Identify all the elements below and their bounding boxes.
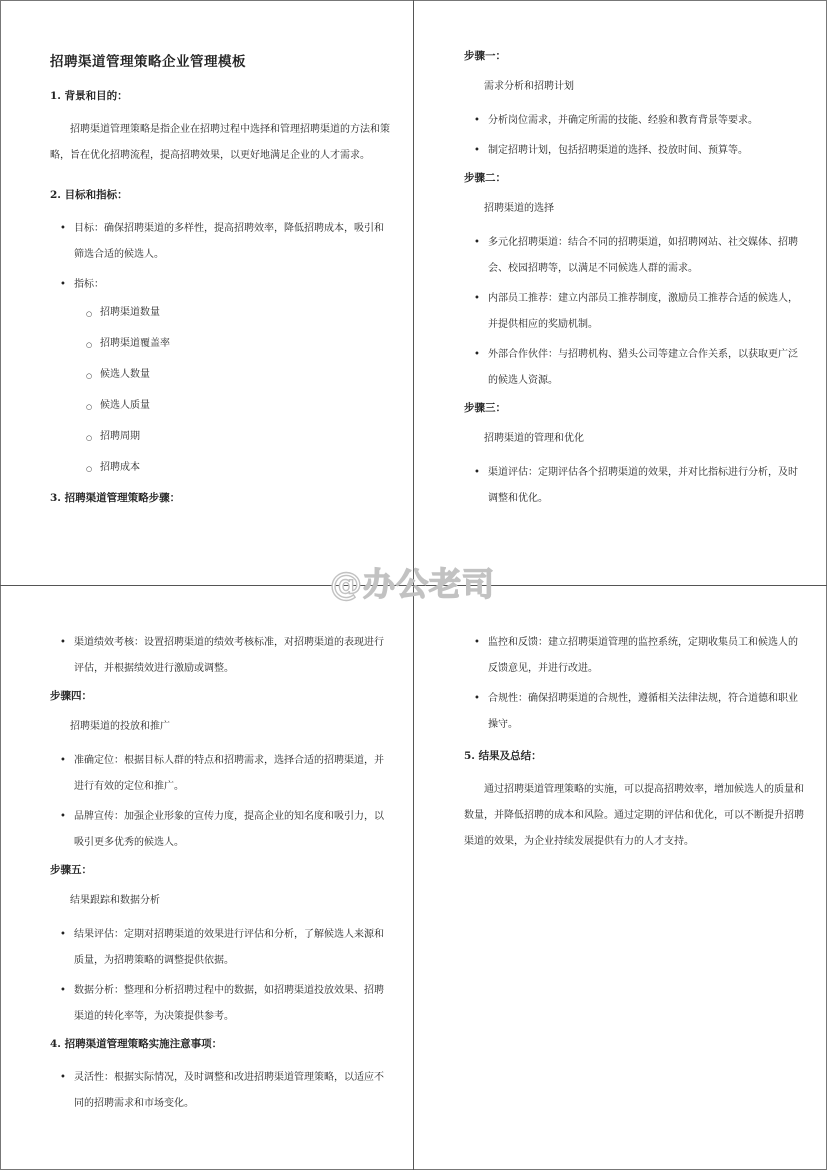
indicator-label: • 指标： [50,272,390,298]
indicator-item: ○ 招聘渠道数量 [50,304,390,322]
indicator-item: ○ 招聘渠道覆盖率 [50,335,390,353]
document-title: 招聘渠道管理策略企业管理模板 [50,54,246,70]
goal-item: • 目标：确保招聘渠道的多样性，提高招聘效率，降低招聘成本，吸引和筛选合适的候选人。 [50,216,390,268]
step-5-subtitle: 结果跟踪和数据分析 [70,895,160,906]
section-4-list [50,1065,390,1117]
list-item: • 内部员工推荐：建立内部员工推荐制度，激励员工推荐合适的候选人，并提供相应的奖励机制。 [464,286,804,338]
list-item: • 监控和反馈：建立招聘渠道管理的监控系统，定期收集员工和候选人的反馈意见，并进行改进。 [464,630,804,682]
section-1-heading: 1. 背景和目的： [50,90,128,102]
section-5-paragraph: 通过招聘渠道管理策略的实施，可以提高招聘效率，增加候选人的质量和数量，并降低招聘的成本和风险。通过定期的评估和优化，可以不断提升招聘渠道的效果，为企业持续发展提供有力的人才支持。 [464,784,804,847]
list-item: • 合规性：确保招聘渠道的合规性，遵循相关法律法规，符合道德和职业操守。 [464,686,804,738]
page-4 [464,630,804,873]
indicator-item: ○ 招聘周期 [50,428,390,446]
step-5-label: 步骤五： [50,864,92,876]
list-item: • 渠道评估：定期评估各个招聘渠道的效果，并对比指标进行分析，及时调整和优化。 [464,460,804,512]
step-1-subtitle: 需求分析和招聘计划 [484,81,574,92]
step-1-label: 步骤一： [464,50,506,62]
list-item: • 灵活性：根据实际情况，及时调整和改进招聘渠道管理策略，以适应不同的招聘需求和市场变化。 [50,1065,390,1117]
list-item: • 品牌宣传：加强企业形象的宣传力度，提高企业的知名度和吸引力，以吸引更多优秀的候选人。 [50,804,390,856]
list-item: • 渠道绩效考核：设置招聘渠道的绩效考核标准，对招聘渠道的表现进行评估，并根据绩效进行激励或调整。 [50,630,390,682]
step-4-label: 步骤四： [50,690,92,702]
list-item: • 制定招聘计划，包括招聘渠道的选择、投放时间、预算等。 [464,138,804,164]
section-2-heading: 2. 目标和指标： [50,189,128,201]
section-4-continued-list [464,630,804,738]
indicator-item: ○ 候选人质量 [50,397,390,415]
step-1-list [464,108,804,164]
indicator-item: ○ 招聘成本 [50,459,390,477]
page-3 [50,630,390,1123]
list-item: • 数据分析：整理和分析招聘过程中的数据，如招聘渠道投放效果、招聘渠道的转化率等，为决策提供参考。 [50,978,390,1030]
watermark: @办公老司 [330,565,496,603]
step-2-label: 步骤二： [464,172,506,184]
list-item: • 外部合作伙伴：与招聘机构、猎头公司等建立合作关系，以获取更广泛的候选人资源。 [464,342,804,394]
step-3-continued-list [50,630,390,682]
list-item: • 结果评估：定期对招聘渠道的效果进行评估和分析，了解候选人来源和质量，为招聘策略的调整提供依据。 [50,922,390,974]
list-item: • 分析岗位需求，并确定所需的技能、经验和教育背景等要求。 [464,108,804,134]
step-3-label: 步骤三： [464,402,506,414]
step-4-list [50,748,390,856]
list-item: • 多元化招聘渠道：结合不同的招聘渠道，如招聘网站、社交媒体、招聘会、校园招聘等，以满足不同候选人群的需求。 [464,230,804,282]
section-1-paragraph: 招聘渠道管理策略是指企业在招聘过程中选择和管理招聘渠道的方法和策略，旨在优化招聘流程，提高招聘效果，以更好地满足企业的人才需求。 [50,124,390,161]
page-1 [50,48,390,519]
page-2 [464,48,804,518]
step-3-list [464,460,804,512]
indicators-list [50,304,390,477]
step-4-subtitle: 招聘渠道的投放和推广 [70,721,170,732]
goals-list [50,216,390,298]
list-item: • 准确定位：根据目标人群的特点和招聘需求，选择合适的招聘渠道，并进行有效的定位和推广。 [50,748,390,800]
step-2-list [464,230,804,394]
section-4-heading: 4. 招聘渠道管理策略实施注意事项： [50,1038,223,1050]
indicator-item: ○ 候选人数量 [50,366,390,384]
step-5-list [50,922,390,1030]
step-2-subtitle: 招聘渠道的选择 [484,203,554,214]
step-3-subtitle: 招聘渠道的管理和优化 [484,433,584,444]
section-3-heading: 3. 招聘渠道管理策略步骤： [50,492,181,504]
section-5-heading: 5. 结果及总结： [464,750,542,762]
